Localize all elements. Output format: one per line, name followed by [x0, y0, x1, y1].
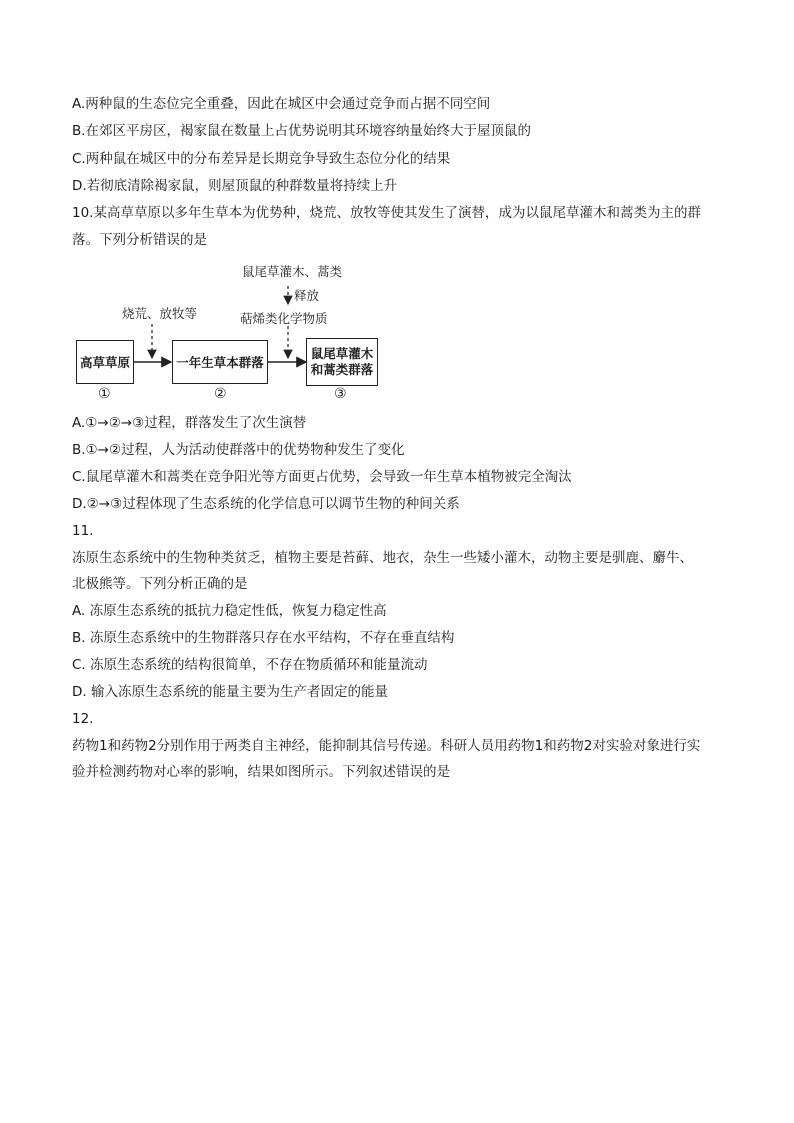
option-b-q10: B.①→②过程，人为活动使群落中的优势物种发生了变化 [72, 442, 405, 458]
question-12-stem-line2: 验并检测药物对心率的影响，结果如图所示。下列叙述错误的是 [72, 764, 450, 780]
question-12-stem-line1: 药物1和药物2分别作用于两类自主神经，能抑制其信号传递。科研人员用药物1和药物2对实验对象进行实 [72, 738, 701, 754]
box-annual-herb-label: 一年生草本群落 [176, 355, 264, 370]
option-d-q10: D.②→③过程体现了生态系统的化学信息可以调节生物的种间关系 [72, 496, 460, 512]
question-11-stem-line2: 北极熊等。下列分析正确的是 [72, 576, 248, 592]
option-d-q11: D. 输入冻原生态系统的能量主要为生产者固定的能量 [72, 684, 388, 700]
question-10-stem-line1: 10.某高草草原以多年生草本为优势种，烧荒、放牧等使其发生了演替，成为以鼠尾草灌木和蒿类为主的群 [72, 205, 701, 221]
option-d-q9: D.若彻底清除褐家鼠，则屋顶鼠的种群数量将持续上升 [72, 178, 398, 194]
box-sage-shrub-label-line1: 鼠尾草灌木 [310, 346, 374, 361]
box-annual-herb-community [172, 340, 268, 384]
marker-3: ③ [334, 386, 347, 402]
box-tall-grassland-label: 高草草原 [79, 355, 130, 370]
label-release: 释放 [294, 288, 320, 303]
question-10-stem-line2: 落。下列分析错误的是 [72, 232, 207, 248]
option-b-q11: B. 冻原生态系统中的生物群落只存在水平结构，不存在垂直结构 [72, 630, 455, 646]
box-sage-shrub-community [306, 338, 378, 386]
option-a-q11: A. 冻原生态系统的抵抗力稳定性低，恢复力稳定性高 [72, 603, 387, 619]
option-c-q11: C. 冻原生态系统的结构很简单，不存在物质循环和能量流动 [72, 657, 428, 673]
succession-diagram [72, 262, 392, 402]
label-sage-source: 鼠尾草灌木、蒿类 [242, 264, 343, 279]
label-burn-graze: 烧荒、放牧等 [122, 306, 198, 321]
marker-2: ② [214, 386, 227, 402]
question-11-number: 11. [72, 523, 94, 539]
option-c-q10: C.鼠尾草灌木和蒿类在竞争阳光等方面更占优势，会导致一年生草本植物被完全淘汰 [72, 469, 572, 485]
question-12-number: 12. [72, 711, 94, 727]
box-tall-grassland [76, 340, 134, 384]
box-sage-shrub-label-line2: 和蒿类群落 [310, 362, 374, 377]
option-a-q10: A.①→②→③过程，群落发生了次生演替 [72, 415, 307, 431]
option-a-q9: A.两种鼠的生态位完全重叠，因此在城区中会通过竞争而占据不同空间 [72, 96, 491, 112]
label-terpene-chemicals: 萜烯类化学物质 [240, 311, 328, 326]
option-b-q9: B.在郊区平房区，褐家鼠在数量上占优势说明其环境容纳量始终大于屋顶鼠的 [72, 123, 532, 139]
question-11-stem-line1: 冻原生态系统中的生物种类贫乏，植物主要是苔藓、地衣，杂生一些矮小灌木，动物主要是驯鹿、麝牛、 [72, 550, 693, 566]
marker-1: ① [98, 386, 111, 402]
option-c-q9: C.两种鼠在城区中的分布差异是长期竞争导致生态位分化的结果 [72, 151, 451, 167]
